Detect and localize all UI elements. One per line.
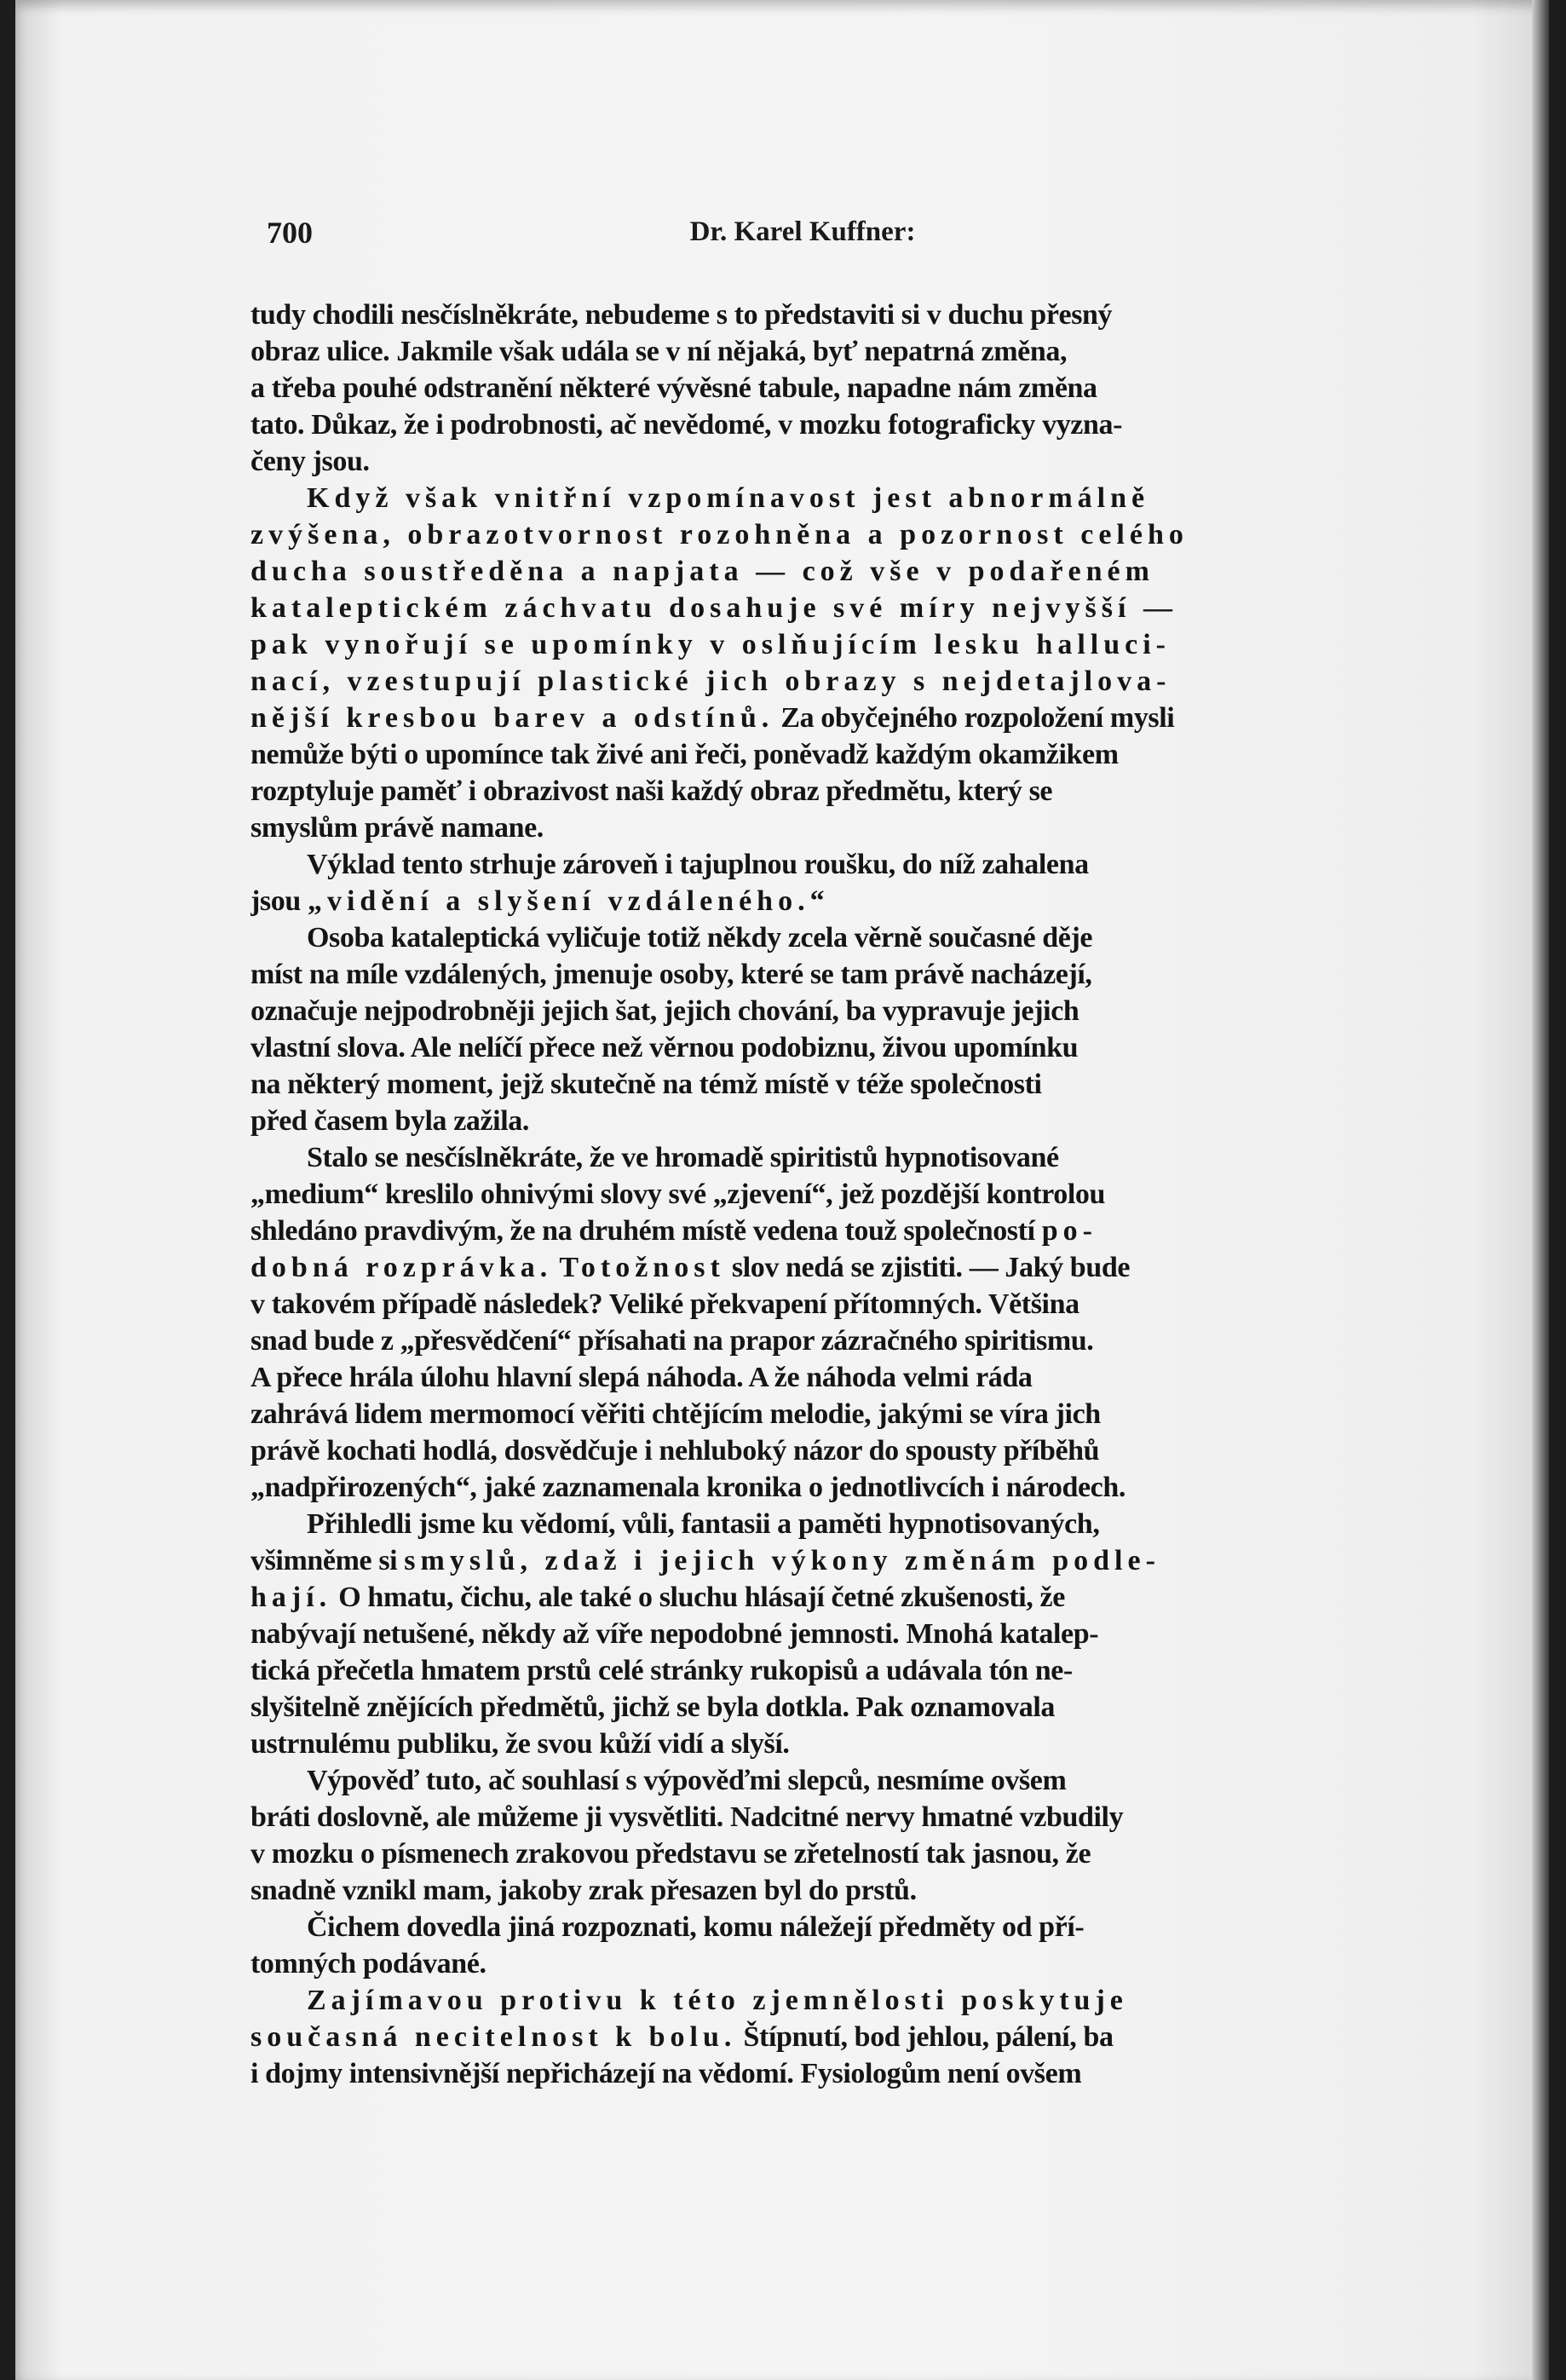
text-line: nací, vzestupují plastické jich obrazy s nejdetajlova- <box>250 666 1172 697</box>
text-line: označuje nejpodrobněji jejich šat, jejich chování, ba vypravuje jejich <box>250 995 1080 1027</box>
paragraph <box>250 1139 1326 1506</box>
text-run: jsou <box>250 885 308 917</box>
text-line <box>250 1542 1326 1579</box>
text-line: A přece hrála úlohu hlavní slepá náhoda. A že náhoda velmi ráda <box>250 1362 1033 1393</box>
page-edge-shadow <box>1532 0 1549 2380</box>
text-line: tudy chodili nesčíslněkráte, nebudeme s to představiti si v duchu přesný <box>250 299 1113 331</box>
paragraph <box>250 1506 1326 1762</box>
text-line: nabývají netušené, někdy až víře nepodobné jemnosti. Mnohá katalep- <box>250 1618 1099 1650</box>
text-line <box>250 2019 1326 2055</box>
text-run: slov nedá se zjistiti. — Jaký bude <box>724 1252 1131 1283</box>
text-line: míst na míle vzdálených, jmenuje osoby, které se tam právě nacházejí, <box>250 959 1092 990</box>
text-run: hají. <box>250 1582 332 1613</box>
text-line <box>250 700 1326 736</box>
text-line: vlastní slova. Ale nelíčí přece než věrnou podobiznu, živou upomínku <box>250 1032 1079 1063</box>
text-run: Štípnutí, bod jehlou, pálení, ba <box>736 2021 1114 2053</box>
paragraph <box>250 1762 1326 1909</box>
text-run: shledáno pravdivým, že na druhém místě vedena touž společností <box>250 1215 1042 1247</box>
text-line: Zajímavou protivu k této zjemnělosti poskytuje <box>307 1985 1128 2016</box>
paragraph <box>250 297 1326 480</box>
text-line: rozptyluje paměť i obrazivost naši každý obraz předmětu, který se <box>250 775 1053 807</box>
text-line: v takovém případě následek? Veliké překvapení přítomných. Většina <box>250 1288 1080 1320</box>
text-line: pak vynořují se upomínky v oslňujícím lesku halluci- <box>250 629 1172 660</box>
text-line <box>250 1579 1326 1616</box>
text-line: obraz ulice. Jakmile však udála se v ní nějaká, byť nepatrná změna, <box>250 336 1068 367</box>
text-line: i dojmy intensivnější nepřicházejí na vědomí. Fysiologům není ovšem <box>250 2058 1082 2089</box>
text-run: současná necitelnost k bolu. <box>250 2021 737 2053</box>
text-line: bráti doslovně, ale můžeme ji vysvětliti. Nadcitné nervy hmatné vzbudily <box>250 1801 1124 1833</box>
text-run: smyslů, zdaž i jejich výkony změnám podle- <box>404 1545 1160 1576</box>
text-line: a třeba pouhé odstranění některé vývěsné tabule, napadne nám změna <box>250 372 1097 404</box>
text-line: v mozku o písmenech zrakovou představu se zřetelností tak jasnou, že <box>250 1838 1091 1870</box>
text-line: tická přečetla hmatem prstů celé stránky rukopisů a udávala tón ne- <box>250 1655 1073 1686</box>
text-line: tomných podávané. <box>250 1948 486 1979</box>
text-run: dobná rozprávka. <box>250 1252 553 1283</box>
text-line: slyšitelně znějících předmětů, jichž se byla dotkla. Pak oznamovala <box>250 1691 1056 1723</box>
text-line: Osoba kataleptická vyličuje totiž někdy zcela věrně současné děje <box>307 922 1093 954</box>
text-line: na některý moment, jejž skutečně na témž místě v téže společnosti <box>250 1069 1042 1100</box>
text-run: „vidění a slyšení vzdáleného.“ <box>307 885 830 917</box>
text-line: Výklad tento strhuje zároveň i tajuplnou roušku, do níž zahalena <box>307 849 1089 880</box>
text-line: snad bude z „přesvědčení“ přísahati na prapor zázračného spiritismu. <box>250 1325 1094 1357</box>
text-run: Totožnost <box>559 1252 725 1283</box>
paragraph <box>250 919 1326 1139</box>
body-text <box>250 297 1326 2092</box>
text-line: kataleptickém záchvatu dosahuje své míry nejvyšší — <box>250 592 1177 624</box>
text-line: snadně vznikl mam, jakoby zrak přesazen byl do prstů. <box>250 1875 917 1906</box>
text-line: tato. Důkaz, že i podrobnosti, ač nevědomé, v mozku fotograficky vyzna- <box>250 409 1123 441</box>
text-line: právě kochati hodlá, dosvědčuje i nehluboký názor do spousty příběhů <box>250 1435 1100 1467</box>
text-line: před časem byla zažila. <box>250 1105 529 1137</box>
text-line <box>250 1249 1326 1286</box>
text-line: „nadpřirozených“, jaké zaznamenala kronika o jednotlivcích i národech. <box>250 1472 1126 1503</box>
text-run: O hmatu, čichu, ale také o sluchu hlásají četné zkušenosti, že <box>331 1582 1065 1613</box>
text-line: Když však vnitřní vzpomínavost jest abnormálně <box>307 482 1150 514</box>
paragraph <box>250 480 1326 846</box>
text-line: nemůže býti o upomínce tak živé ani řeči, poněvadž každým okamžikem <box>250 739 1119 770</box>
text-line <box>250 1213 1326 1249</box>
text-line: Čichem dovedla jiná rozpoznati, komu náležejí předměty od pří- <box>307 1911 1085 1943</box>
text-line: smyslům právě namane. <box>250 812 544 844</box>
paragraph <box>250 1909 1326 1982</box>
text-run: nější kresbou barev a odstínů. <box>250 702 774 734</box>
text-run: Za obyčejného rozpoložení mysli <box>774 702 1175 734</box>
text-run: všimněme si <box>250 1545 405 1576</box>
text-line <box>250 883 1326 919</box>
page-number: 700 <box>267 216 313 250</box>
running-head: Dr. Karel Kuffner: <box>689 216 916 247</box>
page-header <box>267 215 1339 249</box>
text-line: Stalo se nesčíslněkráte, že ve hromadě spiritistů hypnotisované <box>307 1142 1059 1173</box>
paragraph <box>250 1982 1326 2092</box>
text-line: zahrává lidem mermomocí věřiti chtějícím melodie, jakými se víra jich <box>250 1398 1101 1430</box>
paragraph <box>250 846 1326 919</box>
text-line: Přihledli jsme ku vědomí, vůli, fantasii a paměti hypnotisovaných, <box>307 1508 1100 1540</box>
text-line: zvýšena, obrazotvornost rozohněna a pozornost celého <box>250 519 1189 550</box>
text-line: čeny jsou. <box>250 446 370 477</box>
text-line: Výpověď tuto, ač souhlasí s výpověďmi slepců, nesmíme ovšem <box>307 1765 1067 1796</box>
text-run: po- <box>1041 1215 1097 1247</box>
text-line: ustrnulému publiku, že svou kůží vidí a slyší. <box>250 1728 790 1760</box>
text-line: ducha soustředěna a napjata — což vše v podařeném <box>250 556 1154 587</box>
text-line: „medium“ kreslilo ohnivými slovy své „zjevení“, jež pozdější kontrolou <box>250 1178 1106 1210</box>
